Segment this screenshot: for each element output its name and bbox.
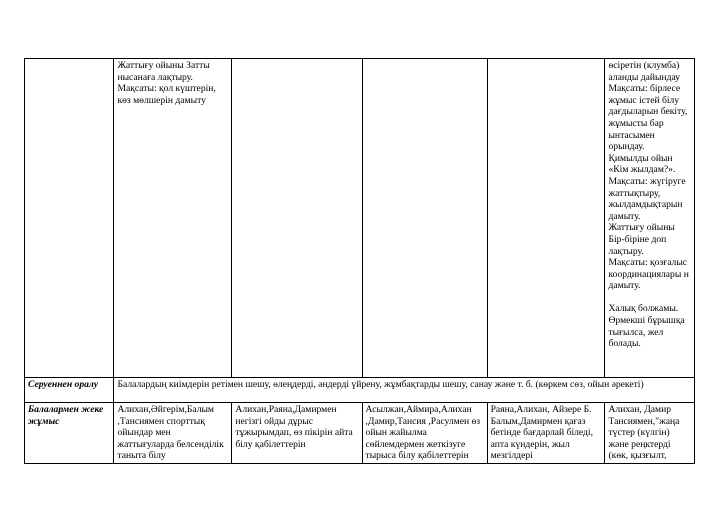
merged-activity-cell: Балалардың киімдерін ретімен шешу, өлеңдерді, әндерді үйрену, жұмбақтарды шешу, санау және т. б. (көркем сөз, ойын әрекеті) [114,378,695,403]
table-row [25,403,695,464]
row-label-cell: Балалармен жеке жұмыс [25,403,114,464]
plan-table [24,58,695,464]
table-row [25,378,695,403]
activity-cell: Раяна,Алихан, Айзере Б. Балым,Дамирмен қағаз бетінде бағдарлай біледі, апта күндерін, жыл мезгілдері [487,403,605,464]
activity-cell: Асылжан,Аймира,Алихан ,Дамир,Тансия ,Расулмен өз ойын жайылма сөйлемдермен жеткізуге тырыса білу қабілеттерін [362,403,487,464]
activity-cell [487,59,605,378]
activity-cell: Жаттығу ойыны Затты нысанаға лақтыру. Мақсаты: қол күштерін, көз мөлшерін дамыту [114,59,232,378]
activity-cell: Алихан,Әйгерім,Балым ,Тансиямен спорттық ойындар мен жаттығуларда белсенділік таныта білу [114,403,232,464]
row-label-cell [25,59,114,378]
row-label-cell: Серуеннен оралу [25,378,114,403]
activity-cell [362,59,487,378]
table-row [25,59,695,378]
activity-cell [232,59,362,378]
activity-cell: Алихан,Раяна,Дамирмен негізгі ойды дұрыс тұжырымдап, өз пікірін айта білу қабілеттерін [232,403,362,464]
activity-cell: өсіретін (клумба) аланды дайындау Мақсаты: бірлесе жұмыс істей білу дағдыларын бекіту, жұмысты бар ынтасымен орындау. Қимылды ойын «Кім жылдам?». Мақсаты: жүгіруге жаттықтыру, жылдамдықтарын дамыту. Жаттығу ойыны Бір-біріне доп лақтыру. Мақсаты: қозғалыс координациялары н дамыту. Халық болжамы. Өрмекші бұрышқа тығылса, жел болады. [605,59,695,378]
activity-cell: Алихан, Дамир Тансиямен,"жаңа түстер (күлгін) және реңктерді (көк, қызғылт, [605,403,695,464]
